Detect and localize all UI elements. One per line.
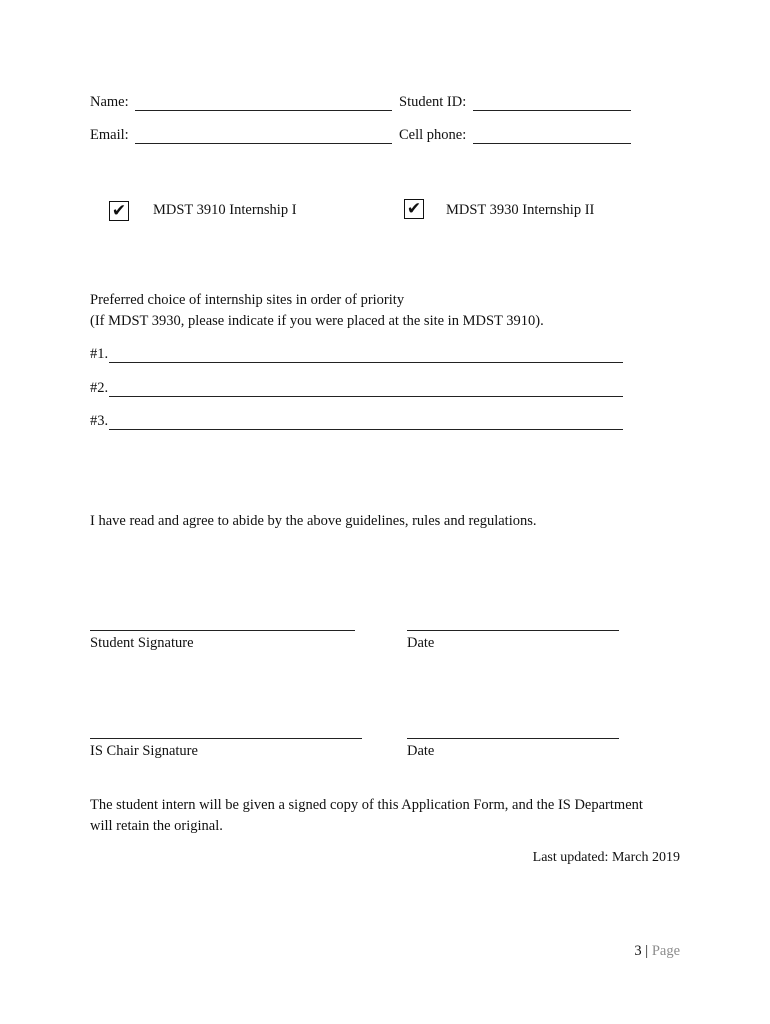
last-updated: Last updated: March 2019 — [532, 850, 680, 865]
name-input-line[interactable] — [135, 110, 392, 111]
internship-2-label: MDST 3930 Internship II — [446, 202, 595, 218]
preferences-instruction: (If MDST 3930, please indicate if you were placed at the site in MDST 3910). — [90, 313, 544, 329]
preference-3-label: #3. — [90, 413, 109, 429]
page-number: 3 — [634, 943, 642, 959]
internship-1-checkbox[interactable]: ✔ — [109, 201, 129, 221]
chair-date-line[interactable] — [407, 738, 619, 739]
note-line-1: The student intern will be given a signed copy of this Application Form, and the IS Department — [90, 797, 643, 813]
student-id-input-line[interactable] — [473, 110, 631, 111]
preference-2-input-line[interactable] — [109, 396, 623, 397]
email-input-line[interactable] — [135, 143, 392, 144]
student-date-line[interactable] — [407, 630, 619, 631]
agreement-statement: I have read and agree to abide by the above guidelines, rules and regulations. — [90, 513, 537, 529]
chair-signature-line[interactable] — [90, 738, 362, 739]
student-date-label: Date — [407, 635, 435, 651]
chair-signature-label: IS Chair Signature — [90, 743, 198, 759]
page-footer — [634, 943, 680, 960]
internship-2-checkbox[interactable]: ✔ — [404, 199, 424, 219]
note-line-2: will retain the original. — [90, 818, 223, 834]
preference-2-label: #2. — [90, 380, 109, 396]
email-label: Email: — [90, 127, 129, 143]
preference-1-label: #1. — [90, 346, 109, 362]
page-separator: | — [645, 943, 649, 959]
cell-phone-input-line[interactable] — [473, 143, 631, 144]
name-label: Name: — [90, 94, 129, 110]
chair-date-label: Date — [407, 743, 435, 759]
preferences-heading: Preferred choice of internship sites in order of priority — [90, 292, 405, 308]
student-id-label: Student ID: — [399, 94, 467, 110]
student-signature-label: Student Signature — [90, 635, 194, 651]
preference-1-input-line[interactable] — [109, 362, 623, 363]
cell-phone-label: Cell phone: — [399, 127, 467, 143]
internship-1-label: MDST 3910 Internship I — [153, 202, 297, 218]
page-word: Page — [651, 943, 680, 959]
student-signature-line[interactable] — [90, 630, 355, 631]
preference-3-input-line[interactable] — [109, 429, 623, 430]
